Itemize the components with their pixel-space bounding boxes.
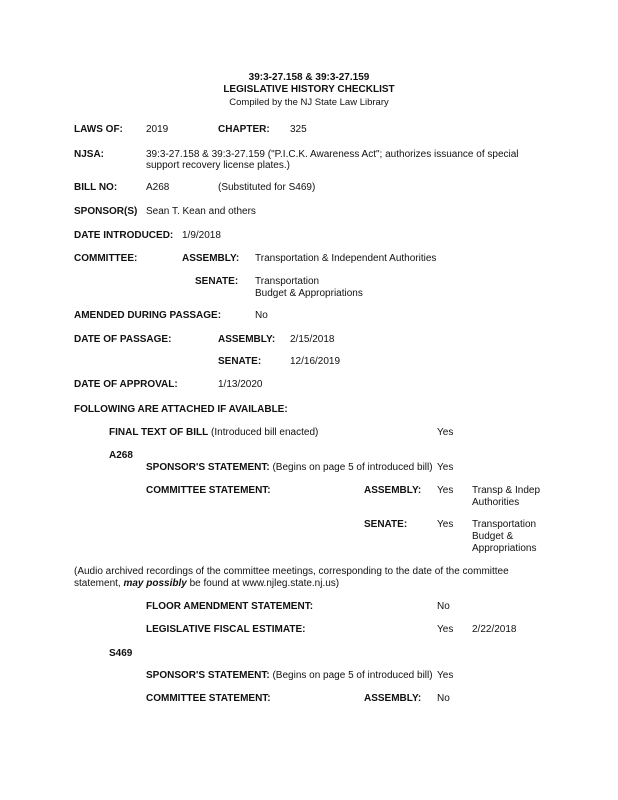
final-text-value: Yes bbox=[437, 427, 454, 438]
s469-sponsor-statement-value: Yes bbox=[437, 670, 454, 681]
date-introduced-value: 1/9/2018 bbox=[182, 230, 221, 241]
a268-committee-statement-label: COMMITTEE STATEMENT: bbox=[146, 485, 271, 496]
chapter-value: 325 bbox=[290, 124, 307, 135]
fiscal-estimate-value: Yes bbox=[437, 624, 454, 635]
sponsors-label: SPONSOR(S) bbox=[74, 206, 138, 217]
a268-cs-assembly-committee-1: Transp & Indep bbox=[472, 485, 541, 496]
audio-note-line1: (Audio archived recordings of the committee meetings, corresponding to the date of the committee bbox=[74, 566, 509, 577]
audio-note-line2 bbox=[74, 578, 339, 590]
audio-note-emphasis: may possibly bbox=[123, 578, 187, 589]
a268-cs-senate-committee-3: Appropriations bbox=[472, 543, 537, 554]
njsa-value-line1: 39:3-27.158 & 39:3-27.159 ("P.I.C.K. Awareness Act"; authorizes issuance of special bbox=[146, 149, 519, 160]
chapter-label: CHAPTER: bbox=[218, 124, 270, 135]
s469-sponsor-statement-row bbox=[146, 670, 433, 682]
s469-sponsor-statement-label: SPONSOR'S STATEMENT: bbox=[146, 670, 270, 681]
njsa-label: NJSA: bbox=[74, 149, 105, 160]
a268-cs-senate-value: Yes bbox=[437, 519, 454, 530]
a268-sponsor-statement-note: (Begins on page 5 of introduced bill) bbox=[272, 462, 433, 473]
committee-assembly-label: ASSEMBLY: bbox=[182, 253, 240, 264]
a268-cs-assembly-committee-2: Authorities bbox=[472, 497, 520, 508]
sponsors-value: Sean T. Kean and others bbox=[146, 206, 256, 217]
laws-of-label: LAWS OF: bbox=[74, 124, 123, 135]
a268-heading: A268 bbox=[109, 450, 133, 461]
audio-note-text-a: statement, bbox=[74, 578, 124, 589]
a268-cs-assembly-label: ASSEMBLY: bbox=[364, 485, 422, 496]
final-text-label: FINAL TEXT OF BILL bbox=[109, 427, 209, 438]
final-text-row bbox=[109, 427, 318, 439]
s469-heading: S469 bbox=[109, 648, 133, 659]
floor-amendment-label: FLOOR AMENDMENT STATEMENT: bbox=[146, 601, 314, 612]
amended-label: AMENDED DURING PASSAGE: bbox=[74, 310, 222, 321]
amended-value: No bbox=[255, 310, 268, 321]
s469-sponsor-statement-note: (Begins on page 5 of introduced bill) bbox=[272, 670, 433, 681]
a268-cs-senate-committee-2: Budget & bbox=[472, 531, 514, 542]
bill-no-label: BILL NO: bbox=[74, 182, 118, 193]
a268-sponsor-statement-value: Yes bbox=[437, 462, 454, 473]
bill-substitution-note: (Substituted for S469) bbox=[218, 182, 316, 193]
a268-cs-senate-label: SENATE: bbox=[364, 519, 408, 530]
floor-amendment-value: No bbox=[437, 601, 450, 612]
s469-cs-assembly-value: No bbox=[437, 693, 450, 704]
attached-heading: FOLLOWING ARE ATTACHED IF AVAILABLE: bbox=[74, 404, 288, 415]
document-title: LEGISLATIVE HISTORY CHECKLIST bbox=[223, 84, 395, 95]
a268-sponsor-statement-row bbox=[146, 462, 433, 474]
a268-cs-assembly-value: Yes bbox=[437, 485, 454, 496]
passage-senate-value: 12/16/2019 bbox=[290, 356, 341, 367]
laws-of-value: 2019 bbox=[146, 124, 169, 135]
passage-assembly-label: ASSEMBLY: bbox=[218, 334, 276, 345]
a268-cs-senate-committee-1: Transportation bbox=[472, 519, 537, 530]
audio-note-text-c: be found at www.njleg.state.nj.us) bbox=[186, 578, 340, 589]
document-title-citation: 39:3-27.158 & 39:3-27.159 bbox=[248, 72, 370, 83]
bill-no-value: A268 bbox=[146, 182, 170, 193]
passage-assembly-value: 2/15/2018 bbox=[290, 334, 335, 345]
committee-senate-value-2: Budget & Appropriations bbox=[255, 288, 363, 299]
passage-senate-label: SENATE: bbox=[218, 356, 262, 367]
date-of-passage-label: DATE OF PASSAGE: bbox=[74, 334, 172, 345]
final-text-note: (Introduced bill enacted) bbox=[211, 427, 319, 438]
s469-cs-assembly-label: ASSEMBLY: bbox=[364, 693, 422, 704]
committee-label: COMMITTEE: bbox=[74, 253, 138, 264]
committee-assembly-value: Transportation & Independent Authorities bbox=[255, 253, 437, 264]
njsa-value-line2: support recovery license plates.) bbox=[146, 160, 290, 171]
fiscal-estimate-label: LEGISLATIVE FISCAL ESTIMATE: bbox=[146, 624, 306, 635]
committee-senate-label: SENATE: bbox=[195, 276, 239, 287]
date-introduced-label: DATE INTRODUCED: bbox=[74, 230, 174, 241]
compiled-by: Compiled by the NJ State Law Library bbox=[229, 97, 389, 108]
s469-committee-statement-label: COMMITTEE STATEMENT: bbox=[146, 693, 271, 704]
date-of-approval-label: DATE OF APPROVAL: bbox=[74, 379, 178, 390]
committee-senate-value-1: Transportation bbox=[255, 276, 320, 287]
date-of-approval-value: 1/13/2020 bbox=[218, 379, 263, 390]
a268-sponsor-statement-label: SPONSOR'S STATEMENT: bbox=[146, 462, 270, 473]
fiscal-estimate-date: 2/22/2018 bbox=[472, 624, 517, 635]
